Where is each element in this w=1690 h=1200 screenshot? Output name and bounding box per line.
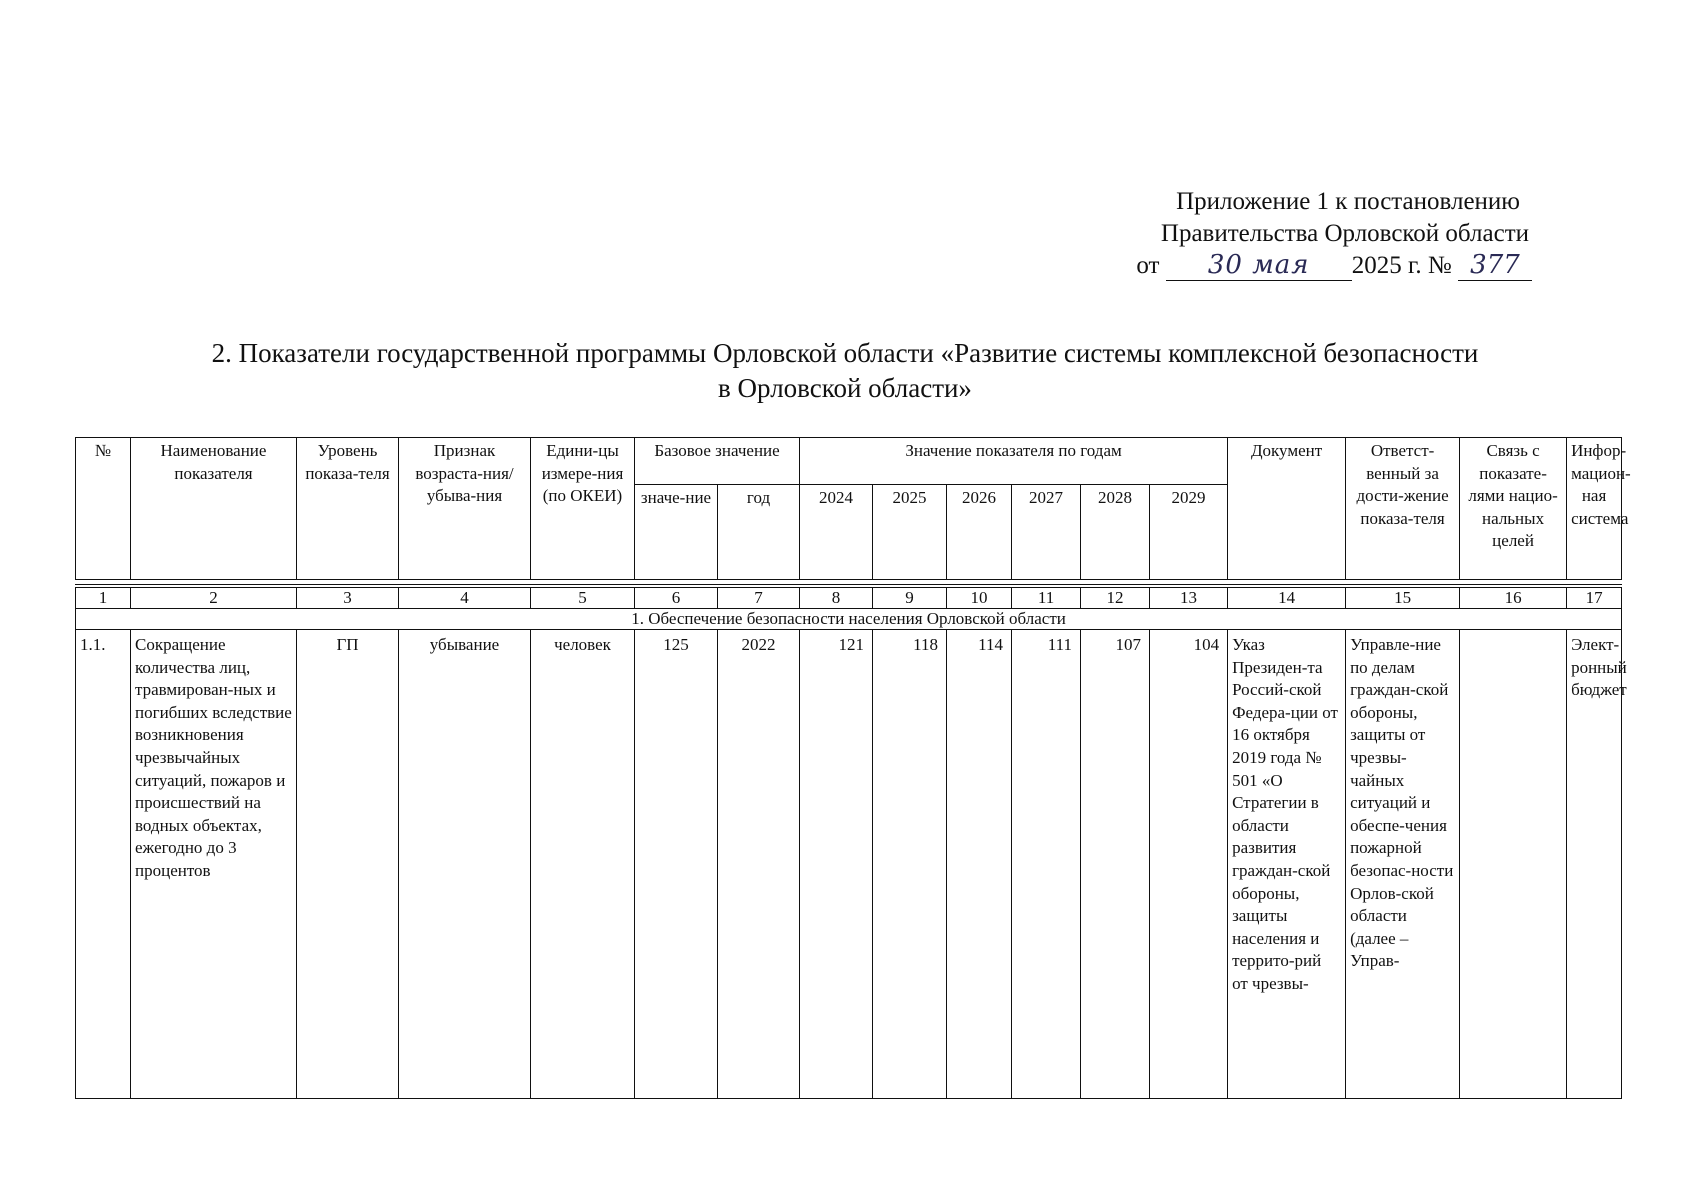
column-number: 9: [873, 586, 947, 609]
document-title: [90, 336, 1600, 406]
table-row: [76, 630, 1622, 1099]
header-unit: Едини-цы измере-ния (по ОКЕИ): [531, 438, 635, 580]
row-document: Указ Президен-та Россий-ской Федера-ции от 16 октября 2019 года № 501 «О Стратегии в области развития граждан-ской обороны, защиты населения и террито-рий от чрезвы-: [1228, 630, 1346, 1099]
column-number: 14: [1228, 586, 1346, 609]
row-responsible: Управле-ние по делам граждан-ской обороны, защиты от чрезвы-чайных ситуаций и обеспе-чения пожарной безопас-ности Орлов-ской области (далее – Управ-: [1346, 630, 1460, 1099]
column-number: 7: [718, 586, 800, 609]
header-base: Базовое значение: [635, 438, 800, 485]
header-num: №: [76, 438, 131, 580]
column-number: 17: [1567, 586, 1622, 609]
column-number: 2: [131, 586, 297, 609]
header-info-system: Инфор-мацион-ная система: [1567, 438, 1622, 580]
column-number: 4: [399, 586, 531, 609]
header-year-2029: 2029: [1150, 485, 1228, 580]
year-text: 2025 г. №: [1351, 252, 1452, 279]
header-level: Уровень показа-теля: [297, 438, 399, 580]
column-number: 1: [76, 586, 131, 609]
column-number: 13: [1150, 586, 1228, 609]
header-year-2025: 2025: [873, 485, 947, 580]
column-number: 10: [947, 586, 1012, 609]
header-name: Наименование показателя: [131, 438, 297, 580]
section-row: [76, 609, 1622, 630]
title-line-1: 2. Показатели государственной программы Орловской области «Развитие системы комплексной безопасности: [211, 338, 1479, 368]
indicators-table: [75, 437, 1631, 1099]
column-number: 3: [297, 586, 399, 609]
row-base-year: 2022: [718, 630, 800, 1099]
header-year-2026: 2026: [947, 485, 1012, 580]
row-base-value: 125: [635, 630, 718, 1099]
section-title: 1. Обеспечение безопасности населения Орловской области: [76, 609, 1622, 630]
header-values-by-year: Значение показателя по годам: [800, 438, 1228, 485]
appendix-line-1: Приложение 1 к постановлению: [1176, 188, 1520, 215]
header-year-2028: 2028: [1081, 485, 1150, 580]
column-number: 15: [1346, 586, 1460, 609]
column-number: 8: [800, 586, 873, 609]
from-label: от: [1136, 252, 1160, 279]
header-base-year: год: [718, 485, 800, 580]
row-num: 1.1.: [76, 630, 131, 1099]
row-unit: человек: [531, 630, 635, 1099]
header-year-2027: 2027: [1012, 485, 1081, 580]
handwritten-number: 377: [1458, 250, 1532, 281]
header-trend: Признак возраста-ния/убыва-ния: [399, 438, 531, 580]
row-link: [1460, 630, 1567, 1099]
column-number: 16: [1460, 586, 1567, 609]
header-year-2024: 2024: [800, 485, 873, 580]
header-link: Связь с показате-лями нацио-нальных целей: [1460, 438, 1567, 580]
title-line-2: в Орловской области»: [718, 373, 972, 403]
appendix-line-2: Правительства Орловской области: [1160, 220, 1529, 247]
row-trend: убывание: [399, 630, 531, 1099]
header-responsible: Ответст-венный за дости-жение показа-теля: [1346, 438, 1460, 580]
appendix-date-line: [1136, 250, 1532, 282]
column-number: 11: [1012, 586, 1081, 609]
row-value-2026: 114: [947, 630, 1012, 1099]
row-name: Сокращение количества лиц, травмирован-ных и погибших вследствие возникновения чрезвычайных ситуаций, пожаров и происшествий на водных объектах, ежегодно до 3 процентов: [131, 630, 297, 1099]
header-document: Документ: [1228, 438, 1346, 580]
row-value-2028: 107: [1081, 630, 1150, 1099]
row-level: ГП: [297, 630, 399, 1099]
column-number: 6: [635, 586, 718, 609]
header-base-value: значе-ние: [635, 485, 718, 580]
row-value-2024: 121: [800, 630, 873, 1099]
handwritten-date: 30 мая: [1166, 250, 1352, 281]
row-value-2029: 104: [1150, 630, 1228, 1099]
column-number-row: [76, 586, 1622, 609]
row-value-2025: 118: [873, 630, 947, 1099]
row-info-system: Элект-ронный бюджет: [1567, 630, 1622, 1099]
row-value-2027: 111: [1012, 630, 1081, 1099]
column-number: 12: [1081, 586, 1150, 609]
column-number: 5: [531, 586, 635, 609]
header-row-1: [76, 438, 1622, 485]
